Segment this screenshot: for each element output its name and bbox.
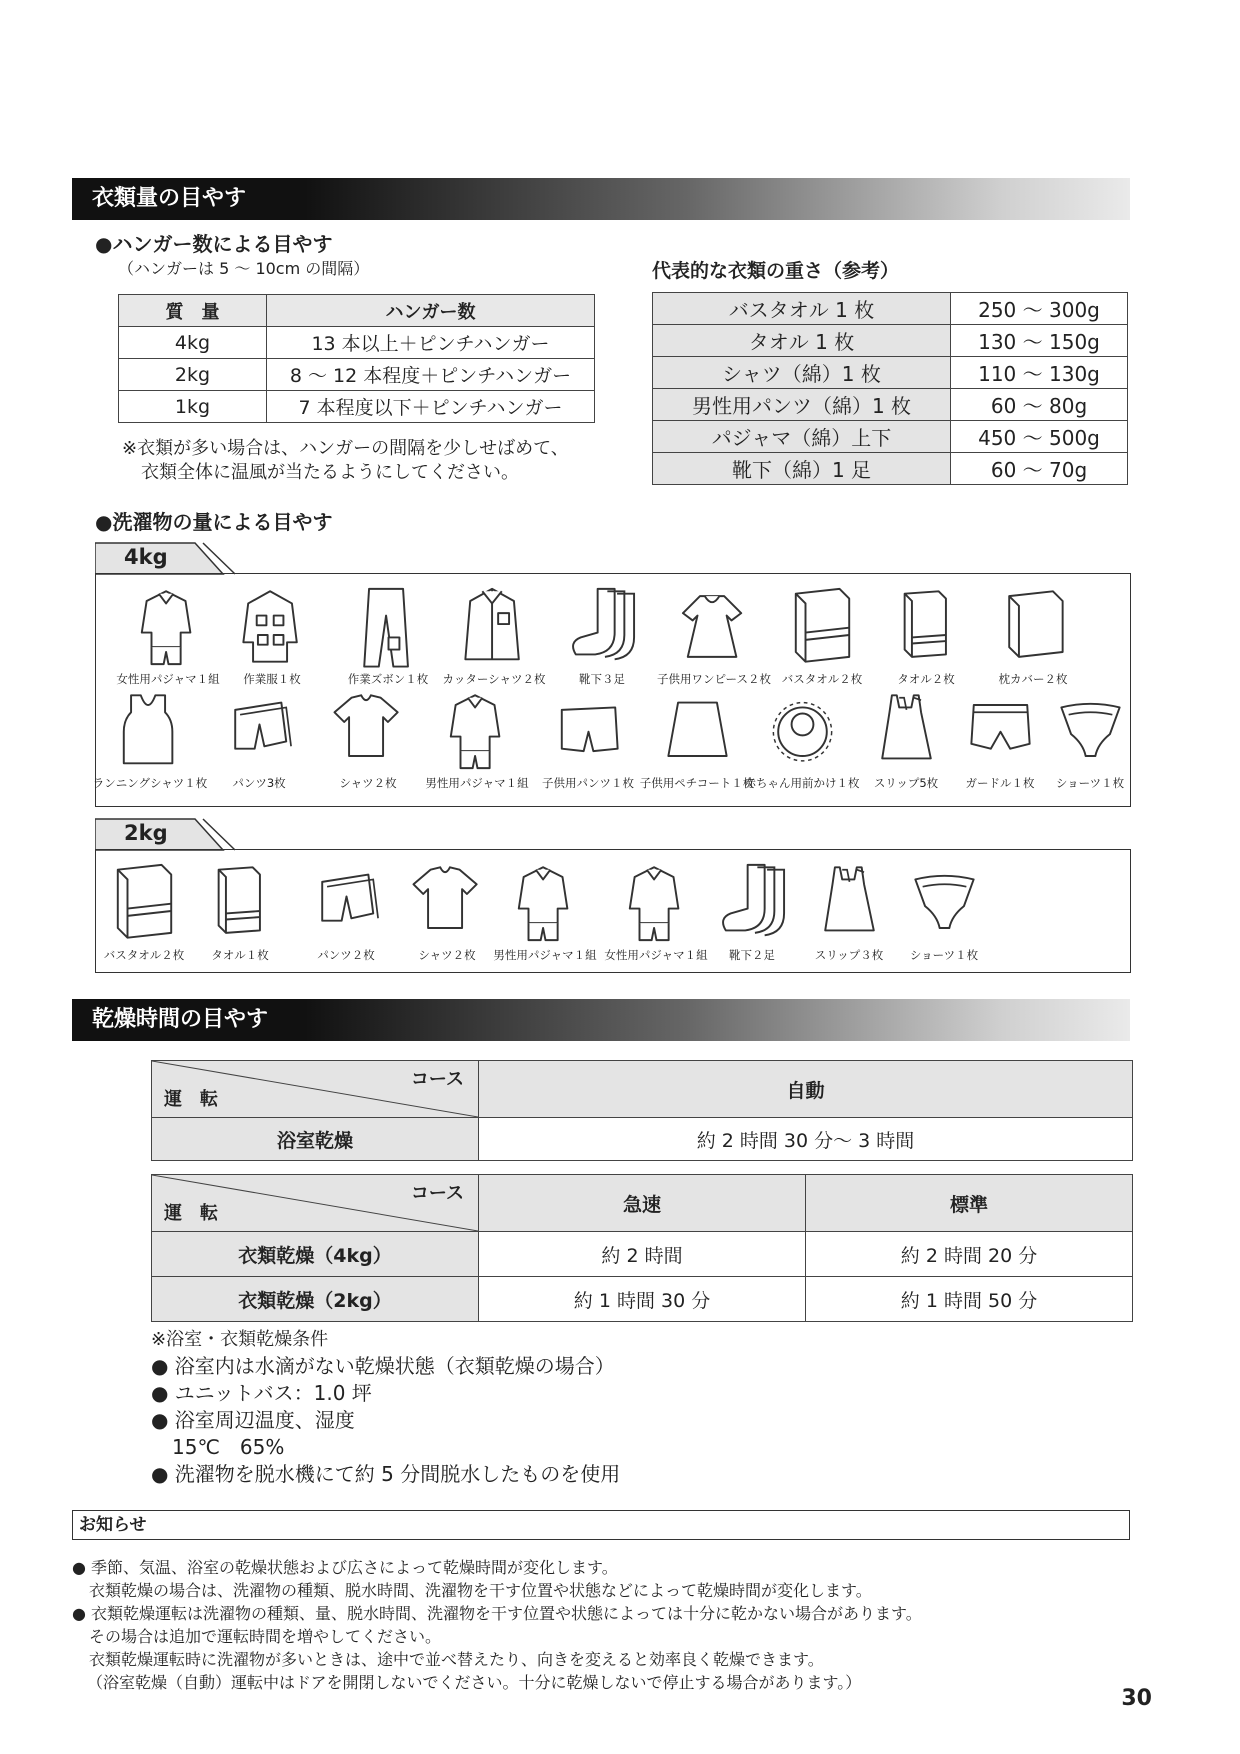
table-row [152,1118,1133,1161]
laundry-item-label: タオル１枚 [211,948,269,962]
towel-icon [180,860,300,945]
laundry-item [1030,688,1150,791]
child-shorts-icon [528,688,648,773]
page-number: 30 [1121,1686,1152,1711]
cell: 約 2 時間 [479,1232,806,1277]
work-jacket-icon [212,584,332,669]
weights-table [652,292,1128,485]
laundry-item-label: ショーツ１枚 [909,948,979,962]
operation-label: 運 転 [164,1203,218,1224]
section-title: 乾燥時間の目やす [92,1007,269,1032]
table-row [152,1232,1133,1277]
cell: 60 ～ 70g [951,453,1128,485]
condition-value: 15℃ 65% [172,1435,285,1459]
laundry-item-label: 靴下３足 [579,672,625,686]
header-diagonal-cell [152,1175,479,1232]
laundry-item-label: パンツ２枚 [317,948,375,962]
table-row [119,327,595,359]
table-row [653,293,1128,325]
notice-line: ● 季節、気温、浴室の乾燥状態および広さによって乾燥時間が変化します。 [72,1558,618,1577]
cell: 1kg [119,391,267,423]
pajama-icon [485,860,605,945]
col-header-standard: 標準 [806,1175,1133,1232]
row-header-bath-dry: 浴室乾燥 [152,1118,479,1161]
cell: 約 1 時間 30 分 [479,1277,806,1322]
cell: 約 1 時間 50 分 [806,1277,1133,1322]
laundry-item-label: スリップ5枚 [873,776,939,790]
briefs-icon [884,860,1004,945]
cell: バスタオル 1 枚 [653,293,951,325]
laundry-item [528,688,648,791]
cell: 13 本以上＋ピンチハンガー [267,327,595,359]
cell: 4kg [119,327,267,359]
laundry-item [762,584,882,687]
hanger-table [118,294,595,423]
condition-item: ● 浴室内は水滴がない乾燥状態（衣類乾燥の場合） [151,1354,615,1378]
laundry-item-label: 枕カバー２枚 [998,672,1068,686]
row-header: 衣類乾燥（2kg） [152,1277,479,1322]
laundry-item-label: 作業ズボン１枚 [347,672,429,686]
towel-icon [866,584,986,669]
col-header-fast: 急速 [479,1175,806,1232]
laundry-item-label: ランニングシャツ１枚 [92,776,208,790]
table-row [152,1277,1133,1322]
shorts-icon [199,688,319,773]
cell: シャツ（綿）1 枚 [653,357,951,389]
cell: タオル 1 枚 [653,325,951,357]
laundry-item-label: シャツ２枚 [418,948,476,962]
laundry-item-label: 男性用パジャマ１組 [493,948,597,962]
laundry-item [180,860,300,963]
tab-4kg-label: 4kg [124,545,168,569]
cell: 7 本程度以下＋ピンチハンガー [267,391,595,423]
tab-2kg-label: 2kg [124,821,168,845]
socks-icon [542,584,662,669]
condition-item: ● ユニットバス：1.0 坪 [151,1381,372,1405]
cell: 450 ～ 500g [951,421,1128,453]
laundry-item-label: バスタオル２枚 [103,948,185,962]
cell: 約 2 時間 30 分～ 3 時間 [479,1118,1133,1161]
laundry-item [542,584,662,687]
col-header-auto: 自動 [479,1061,1133,1118]
notice-header [72,1510,1130,1540]
notice-line: その場合は追加で運転時間を増やしてください。 [89,1627,442,1646]
cell: 男性用パンツ（綿）1 枚 [653,389,951,421]
dress-shirt-icon [434,584,554,669]
briefs-icon [1030,688,1150,773]
pajama-icon [417,688,537,773]
cell: 8 ～ 12 本程度＋ピンチハンガー [267,359,595,391]
condition-item: ● 洗濯物を脱水機にて約 5 分間脱水したものを使用 [151,1462,621,1486]
laundry-item-label: 子供用ワンピース２枚 [657,672,771,686]
section-header-drying-time [72,999,1130,1041]
laundry-item-label: 女性用パジャマ１組 [116,672,220,686]
table-row [653,453,1128,485]
laundry-item [212,584,332,687]
laundry-item [884,860,1004,963]
laundry-item [973,584,1093,687]
course-label: コース [410,1183,464,1204]
tank-top-icon [90,688,210,773]
notice-line: 衣類乾燥の場合は、洗濯物の種類、脱水時間、洗濯物を干す位置や状態などによって乾燥時間が変化します。 [89,1581,872,1600]
pillowcase-icon [973,584,1093,669]
table-row [653,325,1128,357]
condition-item: ● 浴室周辺温度、湿度 [151,1408,355,1432]
child-dress-icon [654,584,774,669]
notice-line: （浴室乾燥（自動）運転中はドアを開閉しないでください。十分に乾燥しないで停止する場合があります。） [87,1673,862,1692]
hanger-note-line2: 衣類全体に温風が当たるようにしてください。 [141,462,519,483]
table-row [653,389,1128,421]
cell: 110 ～ 130g [951,357,1128,389]
laundry-item-label: 子供用パンツ１枚 [542,776,634,790]
petticoat-icon [637,688,757,773]
table-row [119,359,595,391]
weights-heading: 代表的な衣類の重さ（参考） [652,260,900,282]
laundry-item [654,584,774,687]
table-row [653,357,1128,389]
section-header-clothing-amount [72,178,1130,220]
laundry-item [90,688,210,791]
hanger-subnote: （ハンガーは 5 ～ 10cm の間隔） [118,259,370,278]
laundry-item-label: 女性用パジャマ１組 [604,948,708,962]
header-diagonal-cell [152,1061,479,1118]
laundry-item-label: 子供用ペチコート１枚 [639,776,755,790]
laundry-item [434,584,554,687]
table-row [119,391,595,423]
cell: 60 ～ 80g [951,389,1128,421]
laundry-item-label: 作業服１枚 [243,672,301,686]
notice-line: ● 衣類乾燥運転は洗濯物の種類、量、脱水時間、洗濯物を干す位置や状態によっては十分に乾かない場合があります。 [72,1604,922,1623]
conditions-title: ※浴室・衣類乾燥条件 [151,1329,329,1350]
laundry-item [308,688,428,791]
laundry-item-label: ショーツ１枚 [1055,776,1125,790]
laundry-item [417,688,537,791]
laundry-item [328,584,448,687]
cell: 130 ～ 150g [951,325,1128,357]
laundry-item-label: シャツ２枚 [339,776,397,790]
col-header-weight: 質 量 [119,295,267,327]
laundry-item-label: 男性用パジャマ１組 [425,776,529,790]
course-label: コース [410,1069,464,1090]
laundry-item-label: スリップ３枚 [814,948,884,962]
cell: 靴下（綿）1 足 [653,453,951,485]
cell: 2kg [119,359,267,391]
laundry-item-label: 赤ちゃん用前かけ１枚 [744,776,860,790]
row-header: 衣類乾燥（4kg） [152,1232,479,1277]
operation-label: 運 転 [164,1089,218,1110]
bib-icon [742,688,862,773]
notice-line: 衣類乾燥運転時に洗濯物が多いときは、途中で並べ替えたり、向きを変えると効率良く乾燥できます。 [89,1650,824,1669]
laundry-item-label: 靴下２足 [729,948,775,962]
section-title: 衣類量の目やす [92,186,247,211]
work-pants-icon [328,584,448,669]
laundry-item-label: パンツ3枚 [232,776,286,790]
laundry-heading: ●洗濯物の量による目やす [95,510,333,534]
laundry-item [199,688,319,791]
laundry-item [637,688,757,791]
cell: 約 2 時間 20 分 [806,1232,1133,1277]
laundry-item-label: ガードル１枚 [965,776,1035,790]
bath-towel-icon [762,584,882,669]
notice-title: お知らせ [79,1515,147,1535]
laundry-item-label: カッターシャツ２枚 [442,672,546,686]
hanger-note-line1: ※衣類が多い場合は、ハンガーの間隔を少しせばめて、 [122,438,569,459]
laundry-item [108,584,228,687]
cell: 250 ～ 300g [951,293,1128,325]
col-header-hangers: ハンガー数 [267,295,595,327]
cell: パジャマ（綿）上下 [653,421,951,453]
tshirt-icon [308,688,428,773]
laundry-item [742,688,862,791]
hanger-heading: ●ハンガー数による目やす [95,232,333,256]
laundry-item-label: バスタオル２枚 [781,672,863,686]
clothes-dry-table [151,1174,1133,1322]
table-row [653,421,1128,453]
bath-dry-table [151,1060,1133,1161]
pajama-icon [108,584,228,669]
laundry-item [485,860,605,963]
laundry-item [866,584,986,687]
laundry-item-label: タオル２枚 [897,672,955,686]
